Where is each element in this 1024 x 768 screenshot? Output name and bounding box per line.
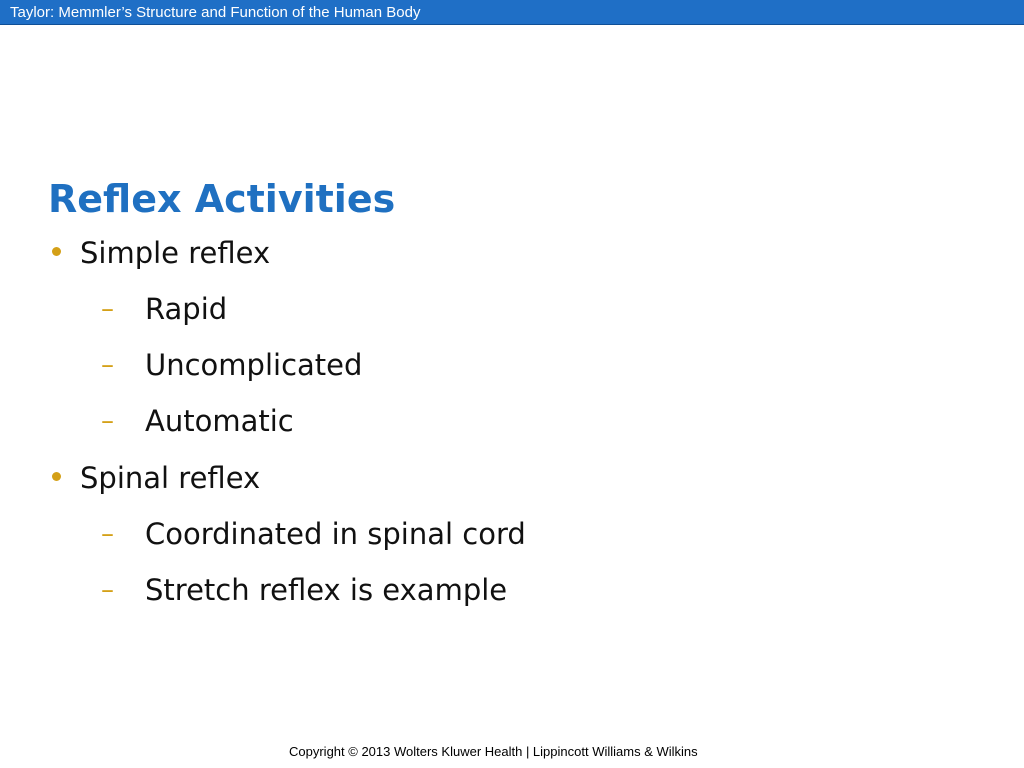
bullet-item (80, 461, 260, 495)
dash-icon: – (101, 519, 114, 549)
sub-bullet-item (101, 517, 526, 551)
dash-icon: – (101, 294, 114, 324)
bullet-item (80, 236, 270, 270)
copyright-footer: Copyright © 2013 Wolters Kluwer Health | Lippincott Williams & Wilkins (289, 744, 698, 759)
dash-icon: – (101, 406, 114, 436)
sub-bullet-item (101, 292, 228, 326)
sub-bullet-label: Coordinated in spinal cord (145, 517, 526, 551)
header-title: Taylor: Memmler’s Structure and Function of the Human Body (10, 4, 421, 21)
sub-bullet-item (101, 404, 294, 438)
sub-bullet-item (101, 573, 508, 607)
bullet-label: Spinal reflex (80, 461, 261, 495)
bullet-label: Simple reflex (80, 236, 271, 270)
header-bar (0, 0, 1024, 25)
dash-icon: – (101, 575, 114, 605)
bullet-dot-icon (52, 247, 61, 256)
sub-bullet-label: Rapid (145, 292, 228, 326)
dash-icon: – (101, 350, 114, 380)
sub-bullet-label: Stretch reflex is example (145, 573, 508, 607)
sub-bullet-item (101, 348, 363, 382)
slide-title: Reflex Activities (48, 177, 396, 221)
sub-bullet-label: Uncomplicated (145, 348, 363, 382)
sub-bullet-label: Automatic (145, 404, 294, 438)
bullet-dot-icon (52, 472, 61, 481)
